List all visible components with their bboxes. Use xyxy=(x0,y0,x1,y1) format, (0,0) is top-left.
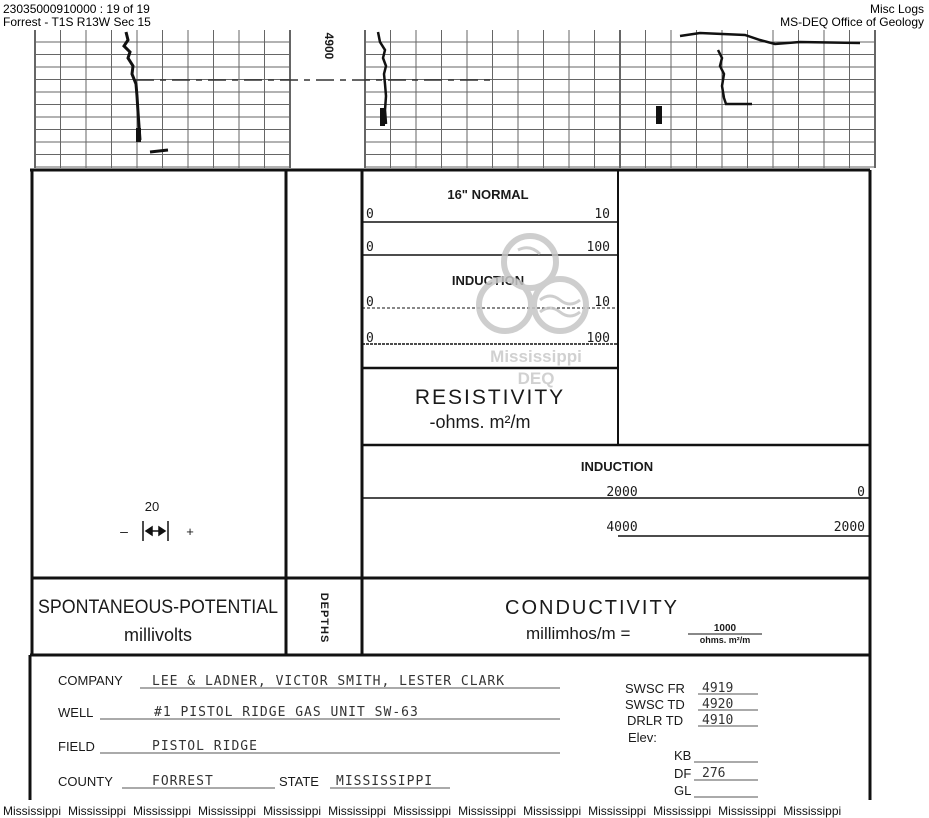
induction-scale2-min: 0 xyxy=(366,331,374,346)
footer-item: Mississippi xyxy=(68,804,127,818)
conductivity-title: CONDUCTIVITY xyxy=(505,597,679,619)
swsc-fr-label: SWSC FR xyxy=(625,681,685,696)
sp-plus: + xyxy=(186,524,194,539)
df-value: 276 xyxy=(702,766,726,781)
kb-label: KB xyxy=(674,748,692,763)
sp-units: millivolts xyxy=(123,625,193,645)
curve-mark xyxy=(656,106,662,124)
normal-scale1-max: 10 xyxy=(594,207,610,222)
curve-mark xyxy=(380,108,385,126)
state-label: STATE xyxy=(279,774,319,789)
footer-watermark-strip xyxy=(0,804,929,818)
county-value: FORREST xyxy=(152,774,214,789)
header-doc-type: Misc Logs xyxy=(869,2,924,16)
sp-title: SPONTANEOUS-POTENTIAL xyxy=(38,597,278,618)
normal-title: 16" NORMAL xyxy=(447,187,529,202)
gl-label: GL xyxy=(674,783,692,798)
drlr-td-label: DRLR TD xyxy=(627,713,684,728)
company-value: LEE & LADNER, VICTOR SMITH, LESTER CLARK xyxy=(152,674,506,689)
well-label: WELL xyxy=(58,705,94,720)
swsc-td-value: 4920 xyxy=(702,697,734,712)
resistivity-title: RESISTIVITY xyxy=(414,386,566,409)
footer-item: Mississippi xyxy=(198,804,257,818)
header-location: Forrest - T1S R13W Sec 15 xyxy=(3,15,151,29)
watermark-line1: Mississippi xyxy=(490,347,582,366)
well-info-block xyxy=(58,673,758,798)
normal-scale1-min: 0 xyxy=(366,207,374,222)
conductivity-scale2-right: 2000 xyxy=(833,520,865,535)
swsc-td-label: SWSC TD xyxy=(625,697,685,712)
df-label: DF xyxy=(674,766,692,781)
field-value: PISTOL RIDGE xyxy=(152,739,258,754)
field-label: FIELD xyxy=(58,739,95,754)
conductivity-units: millimhos/m = xyxy=(526,624,631,643)
curve-mark xyxy=(136,128,141,142)
sp-scale-arrow-icon xyxy=(143,521,168,541)
footer-item: Mississippi xyxy=(653,804,712,818)
induction-scale2-max: 100 xyxy=(586,331,610,346)
footer-item: Mississippi xyxy=(263,804,322,818)
mdeq-watermark xyxy=(479,236,586,388)
company-label: COMPANY xyxy=(58,673,123,688)
footer-item: Mississippi xyxy=(133,804,192,818)
watermark-line2: DEQ xyxy=(517,369,555,388)
resistivity-units: -ohms. m²/m xyxy=(429,412,531,432)
header-well-id: 23035000910000 : 19 of 19 xyxy=(3,2,150,16)
normal-scale2-min: 0 xyxy=(366,240,374,255)
footer-item: Mississippi xyxy=(393,804,452,818)
conductivity-induction-title: INDUCTION xyxy=(580,459,654,474)
induction-scale1-min: 0 xyxy=(366,295,374,310)
header-agency: MS-DEQ Office of Geology xyxy=(780,15,924,29)
normal-scale2-max: 100 xyxy=(586,240,610,255)
elev-label: Elev: xyxy=(628,730,657,745)
conductivity-scale1-left: 2000 xyxy=(606,485,638,500)
sp-minus: – xyxy=(120,523,128,539)
depths-label: DEPTHS xyxy=(318,592,330,644)
conductivity-fraction-den: ohms. m²/m xyxy=(699,635,751,645)
conductivity-scale2-left: 4000 xyxy=(606,520,638,535)
state-value: MISSISSIPPI xyxy=(336,774,434,789)
swsc-fr-value: 4919 xyxy=(702,681,734,696)
footer-item: Mississippi xyxy=(328,804,387,818)
footer-item: Mississippi xyxy=(3,804,62,818)
induction-title: INDUCTION xyxy=(451,273,525,288)
county-label: COUNTY xyxy=(58,774,113,789)
footer-item: Mississippi xyxy=(783,804,842,818)
footer-item: Mississippi xyxy=(718,804,777,818)
footer-item: Mississippi xyxy=(458,804,517,818)
sp-scale-value: 20 xyxy=(144,499,160,514)
conductivity-fraction-num: 1000 xyxy=(713,623,737,634)
footer-item: Mississippi xyxy=(523,804,582,818)
drlr-td-value: 4910 xyxy=(702,713,734,728)
footer-item: Mississippi xyxy=(588,804,647,818)
conductivity-scale1-right: 0 xyxy=(857,485,865,500)
log-grid xyxy=(35,30,875,168)
well-value: #1 PISTOL RIDGE GAS UNIT SW-63 xyxy=(154,705,419,720)
induction-scale1-max: 10 xyxy=(594,295,610,310)
depth-label: 4900 xyxy=(322,32,336,60)
